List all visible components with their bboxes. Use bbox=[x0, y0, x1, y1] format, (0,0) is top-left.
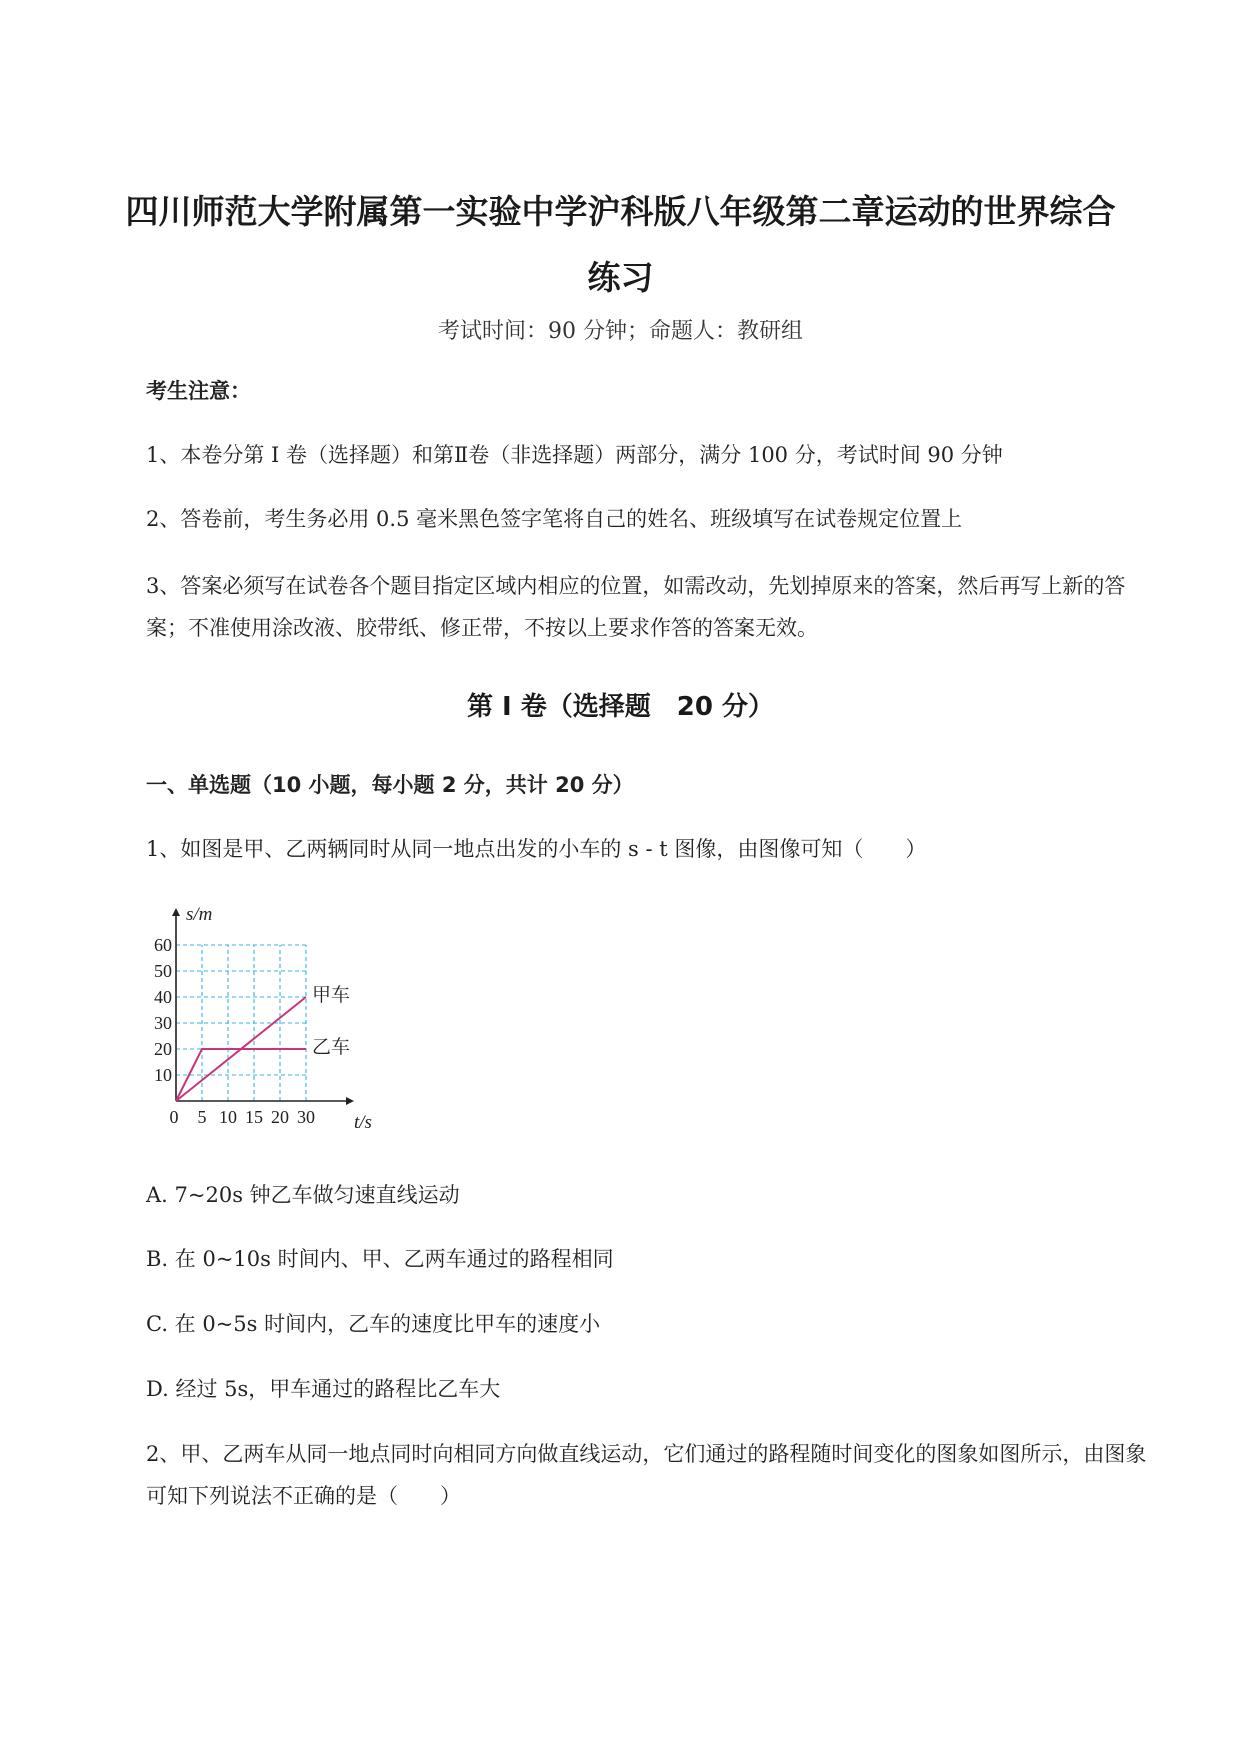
x-tick-label: 15 bbox=[245, 1107, 263, 1127]
section-title: 第 I 卷（选择题 20 分） bbox=[466, 692, 774, 722]
y-axis-label: s/m bbox=[186, 904, 213, 925]
q1-option-d: D. 经过 5s，甲车通过的路程比乙车大 bbox=[146, 1377, 501, 1401]
y-tick-label: 40 bbox=[154, 987, 172, 1007]
part-title: 一、单选题（10 小题，每小题 2 分，共计 20 分） bbox=[146, 773, 634, 797]
st-graph bbox=[150, 896, 410, 1136]
document-title-line1: 四川师范大学附属第一实验中学沪科版八年级第二章运动的世界综合 bbox=[125, 192, 1116, 231]
y-tick-label: 30 bbox=[154, 1013, 172, 1033]
series-label-1: 乙车 bbox=[312, 1036, 351, 1058]
notice-1: 1、本卷分第 I 卷（选择题）和第Ⅱ卷（非选择题）两部分，满分 100 分，考试时间 90 分钟 bbox=[146, 443, 1003, 467]
x-tick-label: 0 bbox=[169, 1107, 179, 1127]
question-1-stem: 1、如图是甲、乙两辆同时从同一地点出发的小车的 s - t 图像，由图像可知（ ） bbox=[146, 837, 927, 861]
y-tick-label: 60 bbox=[154, 935, 172, 955]
x-tick-label: 5 bbox=[197, 1107, 207, 1127]
y-tick-label: 50 bbox=[154, 961, 172, 981]
q1-option-b: B. 在 0~10s 时间内、甲、乙两车通过的路程相同 bbox=[146, 1247, 614, 1271]
y-tick-label: 10 bbox=[154, 1065, 172, 1085]
q1-option-c: C. 在 0~5s 时间内，乙车的速度比甲车的速度小 bbox=[146, 1312, 601, 1336]
series-label-0: 甲车 bbox=[312, 984, 351, 1006]
x-tick-label: 20 bbox=[271, 1107, 289, 1127]
x-axis-label: t/s bbox=[354, 1112, 372, 1133]
grid-lines bbox=[176, 945, 306, 1101]
exam-meta: 考试时间：90 分钟；命题人：教研组 bbox=[438, 319, 803, 344]
q1-option-a: A. 7~20s 钟乙车做匀速直线运动 bbox=[146, 1183, 460, 1207]
document-title-line2: 练习 bbox=[587, 258, 654, 297]
x-tick-label: 30 bbox=[297, 1107, 315, 1127]
notice-2: 2、答卷前，考生务必用 0.5 毫米黑色签字笔将自己的姓名、班级填写在试卷规定位置上 bbox=[146, 507, 963, 531]
y-tick-label: 20 bbox=[154, 1039, 172, 1059]
notice-heading: 考生注意： bbox=[146, 379, 251, 403]
x-axis-arrow bbox=[346, 1097, 354, 1105]
x-tick-label: 10 bbox=[219, 1107, 237, 1127]
notice-3: 3、答案必须写在试卷各个题目指定区域内相应的位置，如需改动，先划掉原来的答案，然后再写上新的答案；不准使用涂改液、胶带纸、修正带，不按以上要求作答的答案无效。 bbox=[146, 574, 1126, 640]
y-axis-arrow bbox=[172, 908, 180, 916]
question-2-stem: 2、甲、乙两车从同一地点同时向相同方向做直线运动，它们通过的路程随时间变化的图象如图所示，由图象可知下列说法不正确的是（ ） bbox=[146, 1442, 1147, 1508]
